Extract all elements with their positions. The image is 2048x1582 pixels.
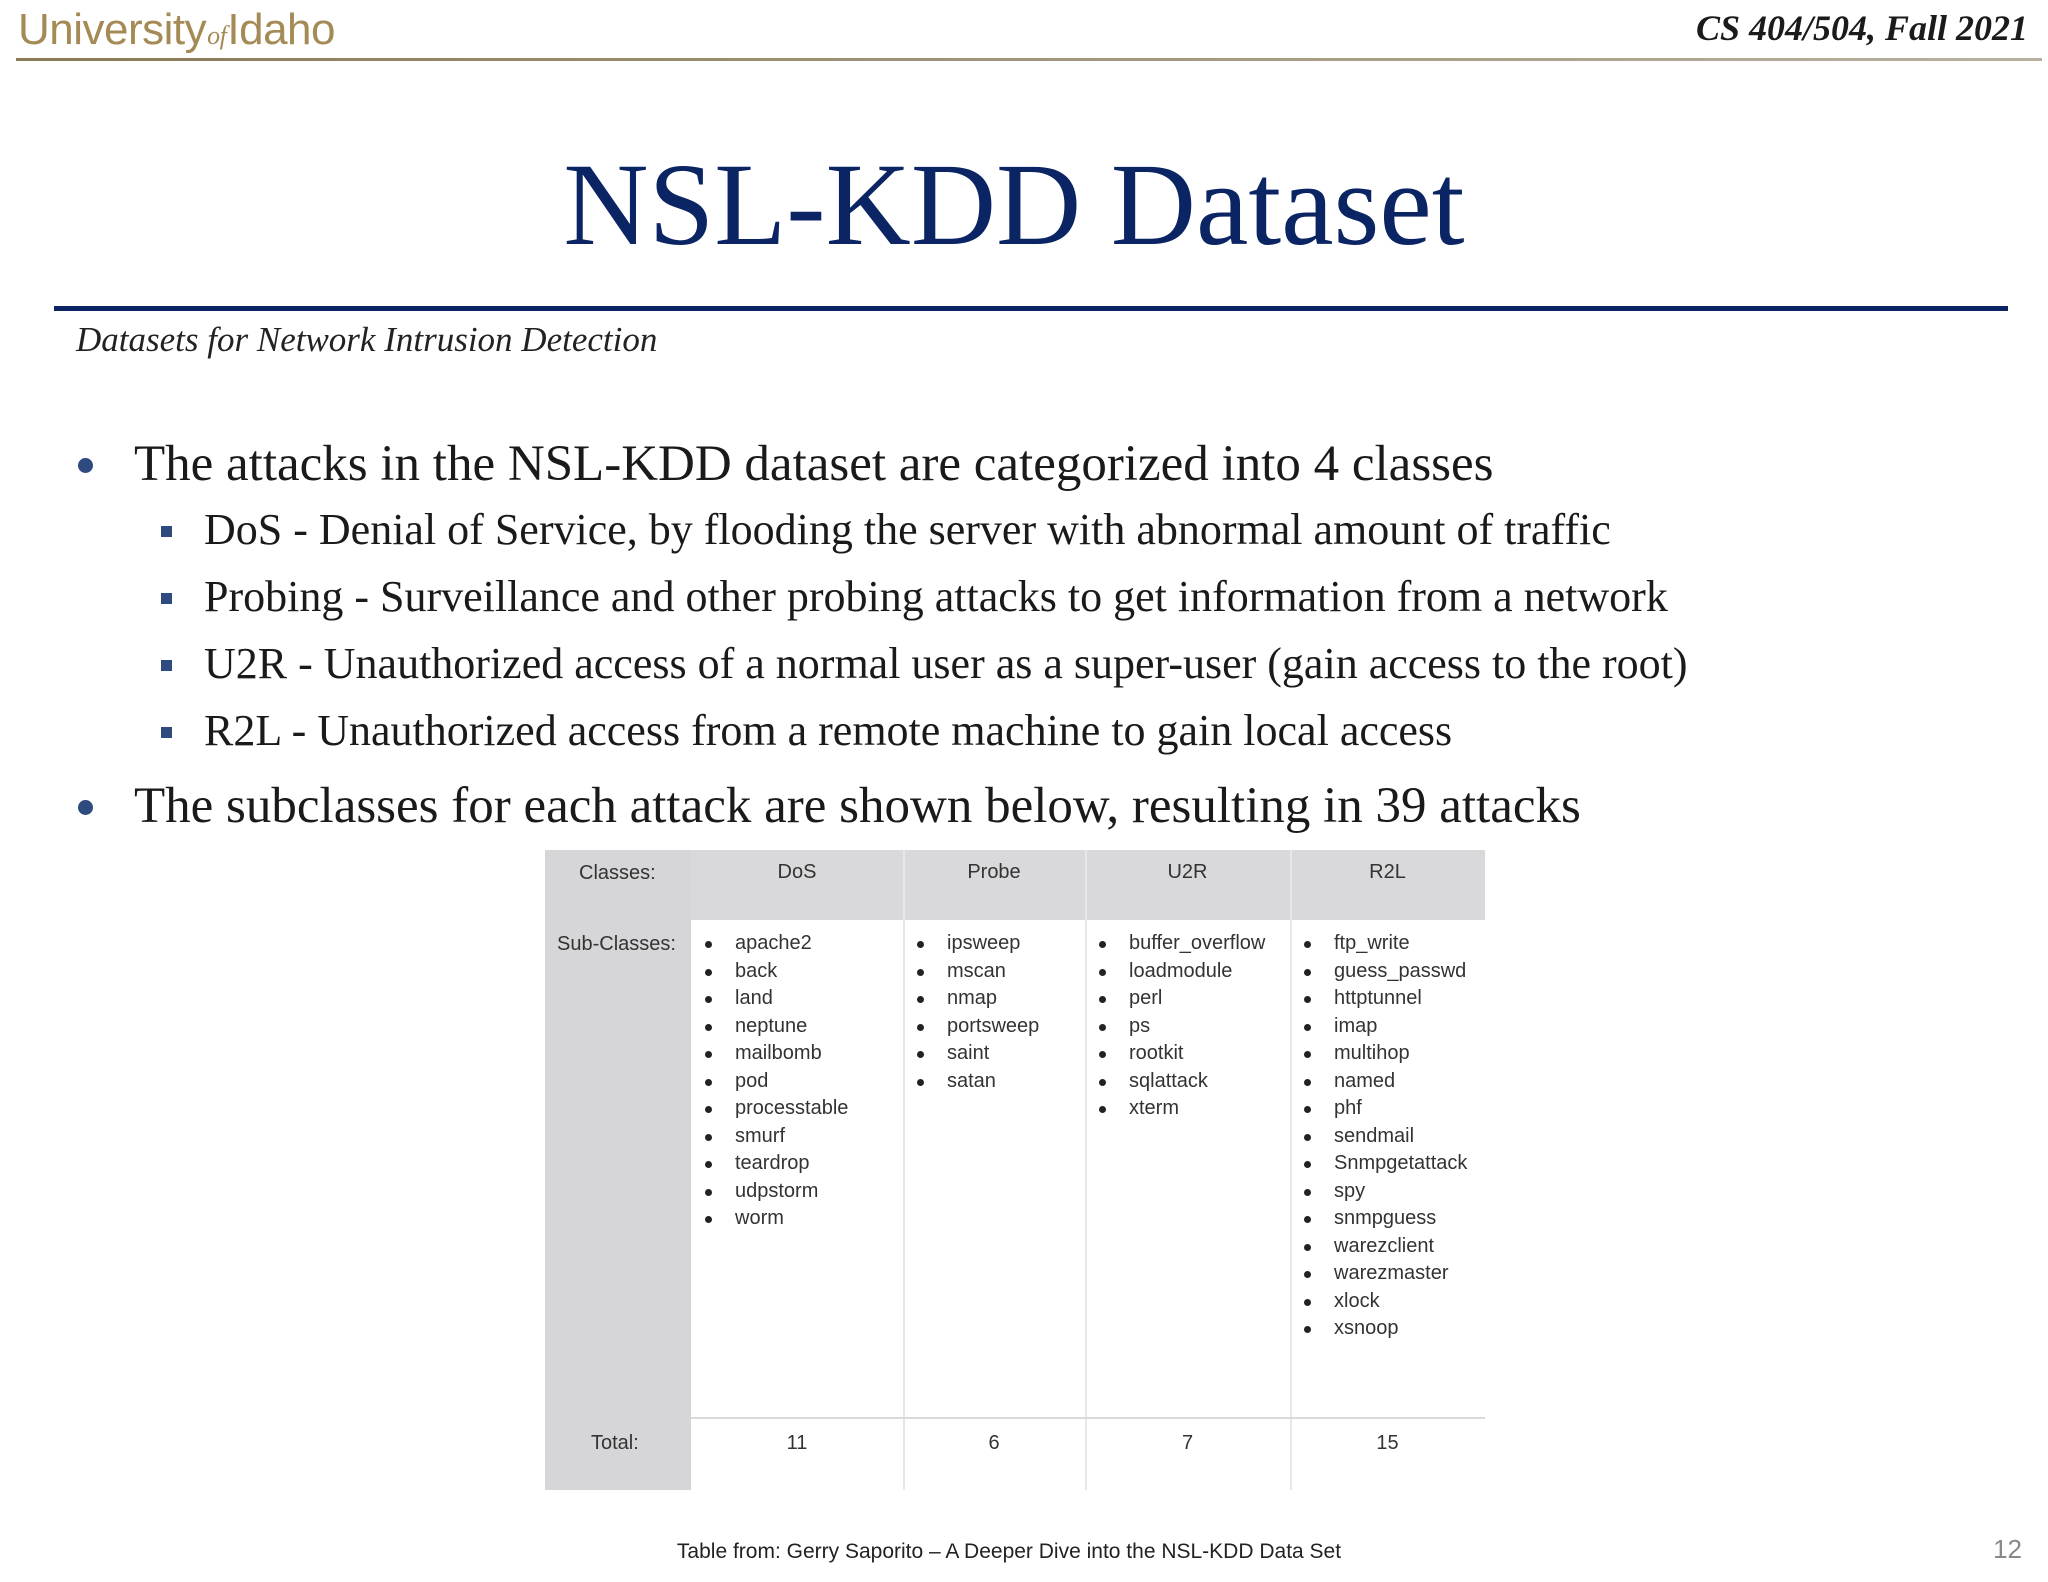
column-header-probe: Probe — [967, 861, 1021, 883]
dos-subclass-list — [703, 930, 848, 1233]
classes-label: Classes: — [579, 862, 656, 884]
list-item: worm — [703, 1205, 848, 1233]
bullet-text: The subclasses for each attack are shown below, resulting in 39 attacks — [134, 778, 1581, 834]
course-label: CS 404/504, Fall 2021 — [1695, 8, 2028, 48]
list-item: perl — [1097, 985, 1265, 1013]
bullet-dot-icon — [78, 800, 93, 815]
list-item: xlock — [1302, 1288, 1467, 1316]
sub-bullet-item — [204, 502, 1611, 558]
total-dos: 11 — [786, 1432, 808, 1454]
slide-subtitle: Datasets for Network Intrusion Detection — [76, 320, 658, 359]
list-item: neptune — [703, 1013, 848, 1041]
bullet-square-icon — [161, 593, 172, 604]
list-item: portsweep — [915, 1013, 1039, 1041]
table-source-caption: Table from: Gerry Saporito – A Deeper Dive into the NSL-KDD Data Set — [676, 1540, 1342, 1563]
list-item: back — [703, 958, 848, 986]
total-row-divider — [691, 1417, 1485, 1419]
list-item: satan — [915, 1068, 1039, 1096]
title-divider — [54, 306, 2008, 311]
page-number: 12 — [1993, 1534, 2022, 1564]
university-logo — [18, 2, 335, 64]
probe-subclass-list — [915, 930, 1039, 1095]
logo-text-university: University — [18, 5, 207, 54]
list-item: warezclient — [1302, 1233, 1467, 1261]
column-header-dos: DoS — [777, 861, 817, 883]
sub-bullet-item — [204, 703, 1452, 759]
bullet-item — [134, 774, 1581, 838]
list-item: imap — [1302, 1013, 1467, 1041]
sub-bullet-text: DoS - Denial of Service, by flooding the server with abnormal amount of traffic — [204, 505, 1611, 554]
bullet-square-icon — [161, 660, 172, 671]
column-header-r2l: R2L — [1369, 861, 1406, 883]
list-item: snmpguess — [1302, 1205, 1467, 1233]
list-item: teardrop — [703, 1150, 848, 1178]
list-item: spy — [1302, 1178, 1467, 1206]
list-item: buffer_overflow — [1097, 930, 1265, 958]
list-item: mailbomb — [703, 1040, 848, 1068]
list-item: warezmaster — [1302, 1260, 1467, 1288]
logo-text-of: of — [207, 21, 227, 50]
bullet-item — [134, 432, 1494, 496]
logo-text-idaho: Idaho — [227, 5, 335, 54]
list-item: xsnoop — [1302, 1315, 1467, 1343]
list-item: smurf — [703, 1123, 848, 1151]
bullet-square-icon — [161, 526, 172, 537]
list-item: sendmail — [1302, 1123, 1467, 1151]
list-item: phf — [1302, 1095, 1467, 1123]
column-header-u2r: U2R — [1167, 861, 1208, 883]
list-item: apache2 — [703, 930, 848, 958]
r2l-subclass-list — [1302, 930, 1467, 1343]
column-divider — [1290, 850, 1292, 1490]
list-item: pod — [703, 1068, 848, 1096]
sub-bullet-text: R2L - Unauthorized access from a remote machine to gain local access — [204, 706, 1453, 755]
bullet-square-icon — [161, 727, 172, 738]
list-item: processtable — [703, 1095, 848, 1123]
total-probe: 6 — [988, 1432, 1000, 1454]
slide-title: NSL-KDD Dataset — [563, 139, 1465, 270]
sub-bullet-text: Probing - Surveillance and other probing attacks to get information from a network — [204, 572, 1668, 621]
list-item: sqlattack — [1097, 1068, 1265, 1096]
attack-classes-table — [545, 850, 1485, 1490]
column-divider — [903, 850, 905, 1490]
total-r2l: 15 — [1376, 1432, 1399, 1454]
list-item: loadmodule — [1097, 958, 1265, 986]
sub-bullet-item — [204, 636, 1688, 692]
list-item: ipsweep — [915, 930, 1039, 958]
list-item: ps — [1097, 1013, 1265, 1041]
sub-bullet-text: U2R - Unauthorized access of a normal user as a super-user (gain access to the root) — [204, 639, 1688, 688]
list-item: xterm — [1097, 1095, 1265, 1123]
sub-bullet-item — [204, 569, 1668, 625]
list-item: Snmpgetattack — [1302, 1150, 1467, 1178]
list-item: land — [703, 985, 848, 1013]
list-item: udpstorm — [703, 1178, 848, 1206]
subclasses-label: Sub-Classes: — [557, 933, 676, 955]
list-item: rootkit — [1097, 1040, 1265, 1068]
bullet-text: The attacks in the NSL-KDD dataset are categorized into 4 classes — [134, 436, 1494, 492]
list-item: saint — [915, 1040, 1039, 1068]
total-label: Total: — [591, 1432, 639, 1454]
bullet-dot-icon — [78, 458, 93, 473]
header-divider — [16, 58, 2042, 61]
list-item: nmap — [915, 985, 1039, 1013]
column-divider — [1085, 850, 1087, 1490]
list-item: mscan — [915, 958, 1039, 986]
total-u2r: 7 — [1181, 1432, 1194, 1454]
list-item: httptunnel — [1302, 985, 1467, 1013]
list-item: multihop — [1302, 1040, 1467, 1068]
list-item: guess_passwd — [1302, 958, 1467, 986]
list-item: named — [1302, 1068, 1467, 1096]
list-item: ftp_write — [1302, 930, 1467, 958]
u2r-subclass-list — [1097, 930, 1265, 1123]
